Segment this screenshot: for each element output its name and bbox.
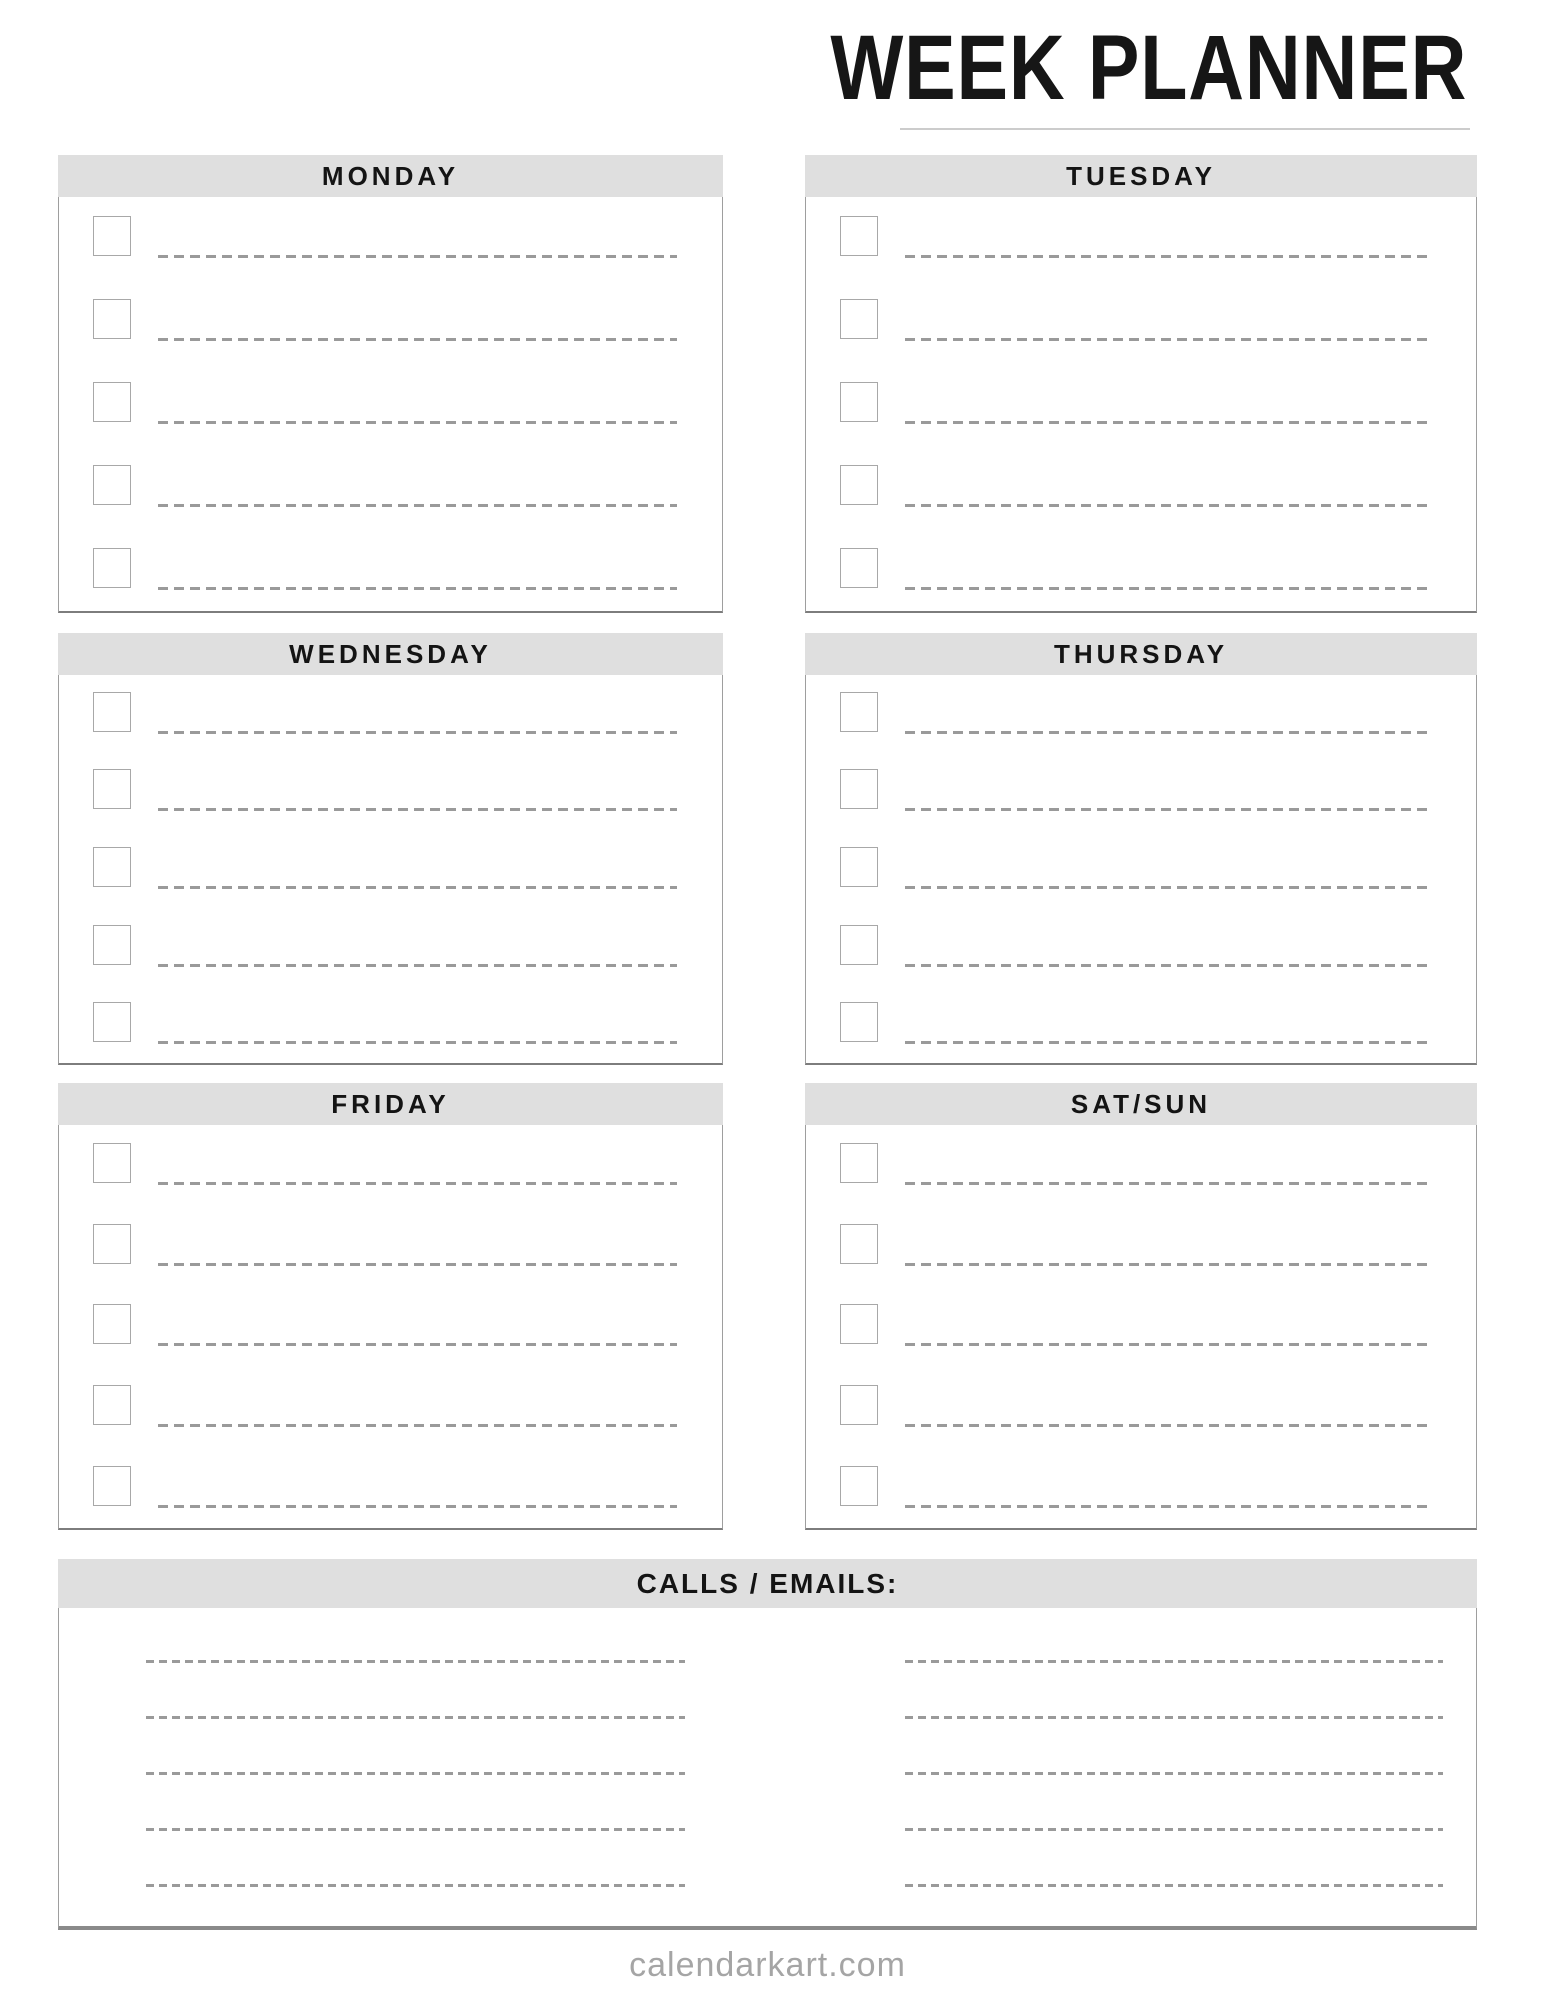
calls-row: [146, 1688, 685, 1744]
task-write-line: [905, 1041, 1431, 1044]
task-write-line: [158, 1343, 677, 1346]
task-write-line: [905, 1343, 1431, 1346]
week-row-2: [58, 633, 1477, 1065]
task-row: [806, 675, 1476, 753]
day-header-thursday: [805, 633, 1477, 675]
day-label-friday: FRIDAY: [331, 1088, 450, 1119]
day-card-satsun: [805, 1083, 1477, 1530]
page-title: WEEK PLANNER: [830, 17, 1467, 119]
task-row: [806, 1367, 1476, 1448]
task-checkbox[interactable]: [93, 299, 131, 339]
day-task-list-thursday: [805, 675, 1477, 1065]
task-write-line: [158, 1182, 677, 1185]
day-task-list-wednesday: [58, 675, 723, 1065]
calls-row: [146, 1856, 685, 1912]
task-write-line: [158, 1505, 677, 1508]
calls-row: [146, 1632, 685, 1688]
task-checkbox[interactable]: [840, 216, 878, 256]
day-header-monday: [58, 155, 723, 197]
calls-column-right: [905, 1632, 1444, 1926]
task-row: [59, 1286, 722, 1367]
day-header-tuesday: [805, 155, 1477, 197]
calls-emails-label: CALLS / EMAILS:: [636, 1567, 899, 1599]
task-checkbox[interactable]: [840, 299, 878, 339]
task-row: [59, 1447, 722, 1528]
calls-write-line: [146, 1828, 685, 1831]
calls-write-line: [146, 1716, 685, 1719]
task-row: [806, 908, 1476, 986]
week-row-3: [58, 1083, 1477, 1530]
task-row: [806, 197, 1476, 280]
task-checkbox[interactable]: [840, 1143, 878, 1183]
task-checkbox[interactable]: [93, 847, 131, 887]
task-checkbox[interactable]: [840, 548, 878, 588]
task-checkbox[interactable]: [93, 1143, 131, 1183]
task-write-line: [158, 731, 677, 734]
calls-write-line: [146, 1772, 685, 1775]
calls-write-line: [905, 1716, 1444, 1719]
task-write-line: [158, 886, 677, 889]
day-card-thursday: [805, 633, 1477, 1065]
task-write-line: [905, 1182, 1431, 1185]
day-task-list-monday: [58, 197, 723, 613]
calls-column-left: [146, 1632, 685, 1926]
task-checkbox[interactable]: [93, 1466, 131, 1506]
task-checkbox[interactable]: [93, 692, 131, 732]
calls-write-line: [905, 1884, 1444, 1887]
task-row: [806, 363, 1476, 446]
task-checkbox[interactable]: [840, 692, 878, 732]
day-task-list-tuesday: [805, 197, 1477, 613]
footer-website: calendarkart.com: [629, 1946, 906, 1984]
task-write-line: [905, 731, 1431, 734]
task-row: [806, 445, 1476, 528]
task-write-line: [905, 1505, 1431, 1508]
task-checkbox[interactable]: [840, 1224, 878, 1264]
task-checkbox[interactable]: [93, 1385, 131, 1425]
day-card-friday: [58, 1083, 723, 1530]
day-label-satsun: SAT/SUN: [1070, 1088, 1212, 1119]
task-write-line: [905, 964, 1431, 967]
calls-emails-body: [58, 1608, 1477, 1930]
task-row: [59, 197, 722, 280]
task-checkbox[interactable]: [840, 1304, 878, 1344]
task-checkbox[interactable]: [840, 1002, 878, 1042]
day-label-monday: MONDAY: [321, 160, 460, 191]
task-write-line: [158, 1424, 677, 1427]
calls-write-line: [146, 1660, 685, 1663]
task-row: [59, 753, 722, 831]
task-write-line: [158, 964, 677, 967]
day-card-monday: [58, 155, 723, 613]
calls-emails-header: [58, 1559, 1477, 1608]
task-write-line: [905, 338, 1431, 341]
task-write-line: [905, 421, 1431, 424]
calls-row: [146, 1800, 685, 1856]
task-row: [806, 1286, 1476, 1367]
task-write-line: [905, 1424, 1431, 1427]
task-write-line: [158, 338, 677, 341]
task-checkbox[interactable]: [93, 1224, 131, 1264]
task-write-line: [158, 504, 677, 507]
task-row: [806, 1447, 1476, 1528]
task-checkbox[interactable]: [840, 847, 878, 887]
task-write-line: [158, 1263, 677, 1266]
task-checkbox[interactable]: [840, 1466, 878, 1506]
task-write-line: [905, 504, 1431, 507]
task-row: [806, 1125, 1476, 1206]
task-write-line: [905, 1263, 1431, 1266]
calls-write-line: [905, 1660, 1444, 1663]
day-label-thursday: THURSDAY: [1053, 638, 1229, 669]
calls-row: [146, 1744, 685, 1800]
calls-row: [905, 1800, 1444, 1856]
task-checkbox[interactable]: [840, 465, 878, 505]
task-checkbox[interactable]: [93, 1304, 131, 1344]
day-label-tuesday: TUESDAY: [1066, 160, 1216, 191]
day-header-wednesday: [58, 633, 723, 675]
task-row: [806, 985, 1476, 1063]
calls-row: [905, 1632, 1444, 1688]
task-checkbox[interactable]: [840, 925, 878, 965]
task-write-line: [158, 255, 677, 258]
task-row: [59, 985, 722, 1063]
calls-row: [905, 1744, 1444, 1800]
task-row: [806, 753, 1476, 831]
task-checkbox[interactable]: [840, 1385, 878, 1425]
week-row-1: [58, 155, 1477, 613]
task-row: [806, 830, 1476, 908]
calls-write-line: [905, 1828, 1444, 1831]
task-write-line: [158, 1041, 677, 1044]
task-write-line: [158, 587, 677, 590]
task-row: [59, 1125, 722, 1206]
task-row: [59, 363, 722, 446]
day-task-list-friday: [58, 1125, 723, 1530]
task-checkbox[interactable]: [93, 925, 131, 965]
task-row: [59, 280, 722, 363]
task-checkbox[interactable]: [93, 216, 131, 256]
title-underline: [900, 128, 1470, 130]
day-card-wednesday: [58, 633, 723, 1065]
task-write-line: [905, 886, 1431, 889]
task-checkbox[interactable]: [840, 769, 878, 809]
task-write-line: [905, 808, 1431, 811]
task-row: [806, 280, 1476, 363]
task-row: [806, 1206, 1476, 1287]
task-row: [59, 528, 722, 611]
task-row: [59, 1206, 722, 1287]
task-checkbox[interactable]: [93, 1002, 131, 1042]
task-checkbox[interactable]: [93, 382, 131, 422]
task-checkbox[interactable]: [840, 382, 878, 422]
task-checkbox[interactable]: [93, 769, 131, 809]
day-task-list-satsun: [805, 1125, 1477, 1530]
task-row: [59, 908, 722, 986]
task-row: [59, 675, 722, 753]
title-block: [58, 0, 1477, 155]
day-label-wednesday: WEDNESDAY: [289, 638, 492, 669]
task-row: [59, 1367, 722, 1448]
task-write-line: [905, 587, 1431, 590]
task-row: [59, 445, 722, 528]
calls-write-line: [905, 1772, 1444, 1775]
task-row: [59, 830, 722, 908]
calls-row: [905, 1688, 1444, 1744]
calls-write-line: [146, 1884, 685, 1887]
day-card-tuesday: [805, 155, 1477, 613]
task-write-line: [905, 255, 1431, 258]
day-header-friday: [58, 1083, 723, 1125]
task-checkbox[interactable]: [93, 548, 131, 588]
task-checkbox[interactable]: [93, 465, 131, 505]
day-header-satsun: [805, 1083, 1477, 1125]
task-write-line: [158, 808, 677, 811]
calls-row: [905, 1856, 1444, 1912]
task-row: [806, 528, 1476, 611]
task-write-line: [158, 421, 677, 424]
calls-emails-section: [58, 1559, 1477, 1930]
